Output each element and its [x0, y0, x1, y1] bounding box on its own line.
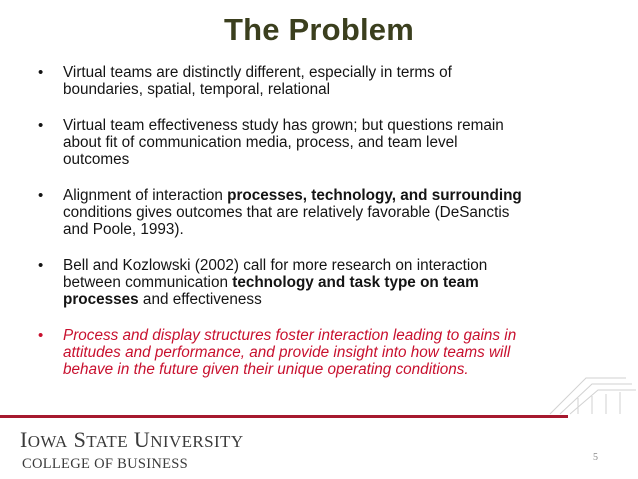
bullet-text: Alignment of interaction: [63, 187, 228, 204]
bullet-item: [38, 187, 608, 238]
university-name: IOWA STATE UNIVERSITY: [20, 427, 244, 452]
bullet-list: [38, 64, 608, 397]
bullet-text: conditions gives outcomes that are relatively favorable (DeSanctis: [63, 204, 510, 221]
bullet-text: behave in the future given their unique operating conditions.: [63, 361, 469, 378]
bullet-text: Virtual team effectiveness study has grown; but questions remain: [63, 117, 504, 134]
bullet-text: between communication: [63, 274, 233, 291]
bullet-text: Virtual teams are distinctly different, especially in terms of: [63, 64, 452, 81]
bullet-dot-icon: •: [38, 64, 44, 81]
bullet-text: attitudes and performance, and provide insight into how teams will: [63, 344, 511, 361]
footer-rule: [0, 415, 568, 418]
slide-title: The Problem: [224, 12, 414, 47]
bullet-text: and effectiveness: [138, 291, 262, 308]
page-number: 5: [593, 452, 598, 463]
bullet-text: outcomes: [63, 151, 130, 168]
bullet-bold-text: technology and task type on team: [232, 274, 479, 291]
bullet-dot-icon: •: [38, 327, 44, 344]
bullet-bold-text: processes, technology, and surrounding: [227, 187, 522, 204]
building-graphic-icon: [548, 368, 638, 418]
bullet-text: and Poole, 1993).: [63, 221, 184, 238]
university-logo: [20, 427, 244, 453]
bullet-item: [38, 327, 608, 378]
bullet-item: [38, 117, 608, 168]
bullet-dot-icon: •: [38, 117, 44, 134]
bullet-text: about fit of communication media, process, and team level: [63, 134, 458, 151]
bullet-dot-icon: •: [38, 187, 44, 204]
college-name: COLLEGE OF BUSINESS: [22, 456, 189, 472]
bullet-text: Process and display structures foster interaction leading to gains in: [63, 327, 517, 344]
bullet-item: [38, 257, 608, 308]
bullet-bold-text: processes: [63, 291, 139, 308]
bullet-text: Bell and Kozlowski (2002) call for more research on interaction: [63, 257, 488, 274]
bullet-text: boundaries, spatial, temporal, relational: [63, 81, 331, 98]
bullet-dot-icon: •: [38, 257, 44, 274]
bullet-item: [38, 64, 608, 98]
